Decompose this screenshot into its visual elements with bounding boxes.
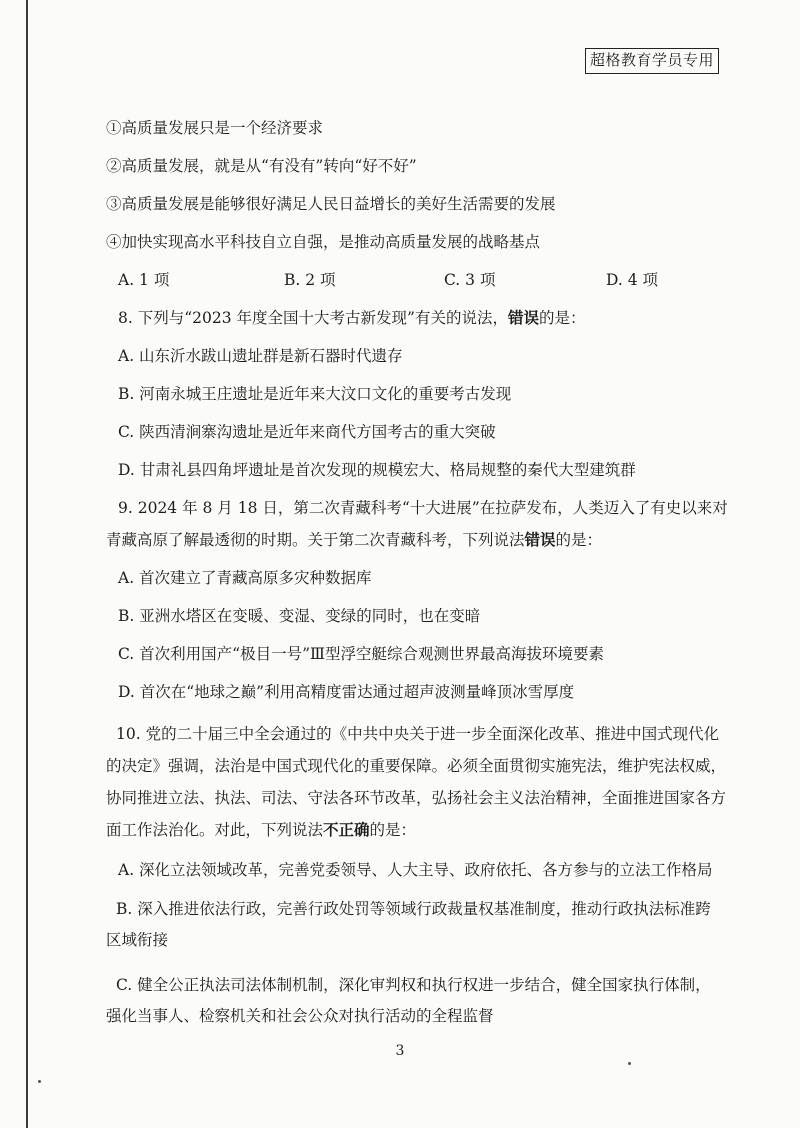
q9-stem-text: 青藏高原了解最透彻的时期。关于第二次青藏科考，下列说法: [106, 531, 525, 549]
q10-stem: [106, 718, 726, 846]
q8-choice-d: D. 甘肃礼县四角坪遗址是首次发现的规模宏大、格局规整的秦代大型建筑群: [118, 461, 636, 479]
q10-stem-text: 10. 党的二十届三中全会通过的《中共中央关于进一步全面深化改革、推进中国式现代化的决定》强调，法治是中国式现代化的重要保障。必须全面贯彻实施宪法，维护宪法权威，协同推进立法、执法、司法、守法各环节改革，弘扬社会主义法治精神，全面推进国家各方面工作法治化。对此，下列说法: [106, 725, 727, 839]
question-9: [106, 496, 726, 704]
q10-choice-c: C. 健全公正执法司法体制机制，深化审判权和执行权进一步结合，健全国家执行体制，强化当事人、检察机关和社会公众对执行活动的全程监督: [106, 976, 711, 1025]
question-10: [106, 718, 726, 1032]
q10-stem-emphasis: 不正确: [323, 820, 370, 839]
scan-speck: [628, 1062, 631, 1065]
q10-choice-b: B. 深入推进依法行政，完善行政处罚等领域行政裁量权基准制度，推动行政执法标准跨区域衔接: [106, 900, 711, 949]
q7-statements: [106, 116, 726, 254]
q9-choice-c: C. 首次利用国产“极目一号”Ⅲ型浮空艇综合观测世界最高海拔环境要素: [118, 645, 604, 663]
q7-option-b: B. 2 项: [284, 271, 336, 289]
q7-statement-2: ②高质量发展，就是从“有没有”转向“好不好”: [106, 157, 417, 175]
q7-statement-4: ④加快实现高水平科技自立自强，是推动高质量发展的战略基点: [106, 233, 541, 251]
exam-page-content: [106, 116, 726, 1032]
q8-stem-text: 8. 下列与“2023 年度全国十大考古新发现”有关的说法，: [118, 309, 508, 327]
q8-stem-emphasis: 错误: [507, 308, 539, 327]
q7-statement-3: ③高质量发展是能够很好满足人民日益增长的美好生活需要的发展: [106, 195, 556, 213]
q7-option-d: D. 4 项: [606, 271, 659, 289]
q9-stem-line-2: [106, 528, 726, 552]
q7-option-a: A. 1 项: [118, 271, 170, 289]
q8-choice-b: B. 河南永城王庄遗址是近年来大汶口文化的重要考古发现: [118, 385, 512, 403]
page-number: 3: [395, 1043, 405, 1059]
q9-choice-b: B. 亚洲水塔区在变暖、变湿、变绿的同时，也在变暗: [118, 607, 481, 625]
q9-stem-emphasis: 错误: [524, 530, 556, 549]
scan-speck: [38, 1080, 41, 1083]
scan-edge-line: [26, 0, 28, 1128]
q7-option-c: C. 3 项: [444, 271, 496, 289]
q7-options: [118, 268, 726, 292]
exclusive-use-badge: 超格教育学员专用: [585, 48, 719, 74]
question-8: [106, 306, 726, 482]
q7-statement-1: ①高质量发展只是一个经济要求: [106, 119, 324, 137]
q8-stem: [106, 306, 726, 330]
q9-stem-line-1: 9. 2024 年 8 月 18 日，第二次青藏科考“十大进展”在拉萨发布，人类迈入了有史以来对: [118, 499, 728, 517]
q10-stem-end: 的是：: [369, 821, 417, 839]
q10-choice-a: A. 深化立法领域改革，完善党委领导、人大主导、政府依托、各方参与的立法工作格局: [118, 861, 713, 879]
q9-choice-d: D. 首次在“地球之巅”利用高精度雷达通过超声波测量峰顶冰雪厚度: [118, 683, 575, 701]
q8-choice-a: A. 山东沂水跋山遗址群是新石器时代遗存: [118, 347, 403, 365]
q8-choice-c: C. 陕西清涧寨沟遗址是近年来商代方国考古的重大突破: [118, 423, 496, 441]
q9-stem-end: 的是：: [555, 531, 603, 549]
q9-choice-a: A. 首次建立了青藏高原多灾种数据库: [118, 569, 372, 587]
q8-stem-end: 的是：: [538, 309, 586, 327]
